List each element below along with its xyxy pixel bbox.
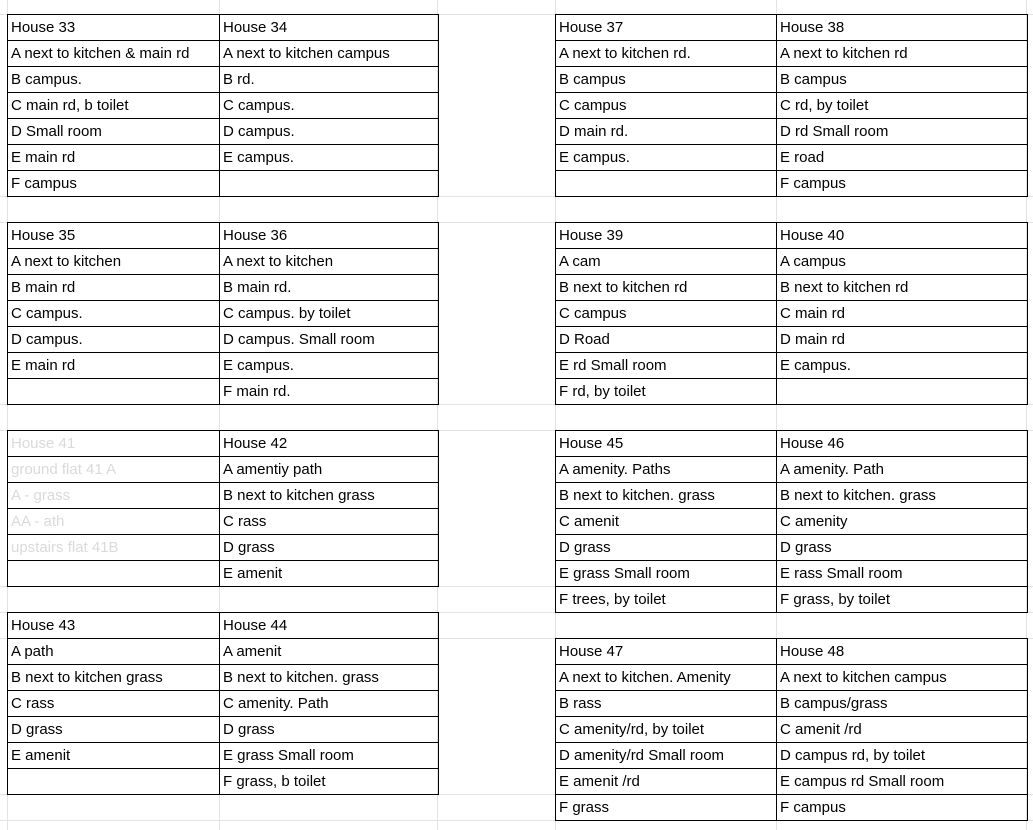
cell[interactable]: C amenity/rd, by toilet: [556, 717, 777, 743]
cell[interactable]: C rd, by toilet: [777, 93, 1028, 119]
cell[interactable]: E campus.: [556, 145, 777, 171]
cell[interactable]: House 39: [556, 223, 777, 249]
cell[interactable]: F main rd.: [220, 379, 439, 405]
cell[interactable]: A next to kitchen. Amenity: [556, 665, 777, 691]
house-table: [555, 14, 1028, 197]
cell[interactable]: E rd Small room: [556, 353, 777, 379]
cell[interactable]: D campus.: [220, 119, 439, 145]
table-row: [556, 119, 1028, 145]
cell[interactable]: C campus.: [8, 301, 220, 327]
cell[interactable]: B rd.: [220, 67, 439, 93]
cell[interactable]: D main rd: [777, 327, 1028, 353]
table-row: [556, 275, 1028, 301]
cell[interactable]: D main rd.: [556, 119, 777, 145]
cell[interactable]: C rass: [220, 509, 439, 535]
cell[interactable]: E campus.: [220, 145, 439, 171]
cell[interactable]: D Small room: [8, 119, 220, 145]
cell[interactable]: A next to kitchen: [8, 249, 220, 275]
house-table: [7, 222, 439, 405]
table-row: [8, 613, 439, 639]
cell[interactable]: C amenit: [556, 509, 777, 535]
cell[interactable]: F campus: [8, 171, 220, 197]
table-row: [556, 41, 1028, 67]
cell[interactable]: E grass Small room: [220, 743, 439, 769]
cell[interactable]: D Road: [556, 327, 777, 353]
table-row: [8, 379, 439, 405]
cell[interactable]: F campus: [777, 171, 1028, 197]
table-row: [556, 587, 1028, 613]
cell[interactable]: A next to kitchen campus: [220, 41, 439, 67]
cell[interactable]: A next to kitchen rd: [777, 41, 1028, 67]
cell[interactable]: D grass: [220, 535, 439, 561]
table-row: [556, 431, 1028, 457]
cell[interactable]: D grass: [220, 717, 439, 743]
table-row: [556, 327, 1028, 353]
table-row: [8, 93, 439, 119]
cell[interactable]: B campus/grass: [777, 691, 1028, 717]
house-table: [7, 14, 439, 197]
table-row: [8, 431, 439, 457]
cell[interactable]: B campus.: [8, 67, 220, 93]
cell[interactable]: B main rd: [8, 275, 220, 301]
cell[interactable]: House 35: [8, 223, 220, 249]
cell[interactable]: E amenit: [220, 561, 439, 587]
cell[interactable]: A amenity. Path: [777, 457, 1028, 483]
table-row: [8, 483, 439, 509]
table-row: [556, 769, 1028, 795]
table-row: [8, 353, 439, 379]
cell[interactable]: F grass, by toilet: [777, 587, 1028, 613]
cell[interactable]: F rd, by toilet: [556, 379, 777, 405]
house-table: [555, 222, 1028, 405]
cell[interactable]: [220, 171, 439, 197]
cell[interactable]: D campus.: [8, 327, 220, 353]
cell[interactable]: C campus: [556, 93, 777, 119]
table-row: [8, 509, 439, 535]
cell[interactable]: B next to kitchen grass: [8, 665, 220, 691]
table-row: [556, 561, 1028, 587]
cell[interactable]: F trees, by toilet: [556, 587, 777, 613]
cell[interactable]: E amenit: [8, 743, 220, 769]
cell[interactable]: D amenity/rd Small room: [556, 743, 777, 769]
cell[interactable]: C amenity. Path: [220, 691, 439, 717]
table-row: [556, 15, 1028, 41]
table-row: [556, 93, 1028, 119]
table-row: [8, 717, 439, 743]
table-row: [556, 717, 1028, 743]
house-table: [7, 430, 439, 587]
cell[interactable]: House 33: [8, 15, 220, 41]
table-row: [8, 223, 439, 249]
cell[interactable]: ground flat 41 A: [8, 457, 220, 483]
cell[interactable]: C campus.: [220, 93, 439, 119]
cell[interactable]: B next to kitchen. grass: [556, 483, 777, 509]
cell[interactable]: A next to kitchen: [220, 249, 439, 275]
table-row: [556, 639, 1028, 665]
table-row: [556, 665, 1028, 691]
cell[interactable]: D grass: [777, 535, 1028, 561]
cell[interactable]: C campus: [556, 301, 777, 327]
cell[interactable]: D grass: [556, 535, 777, 561]
cell[interactable]: B campus: [777, 67, 1028, 93]
cell[interactable]: E campus.: [220, 353, 439, 379]
table-row: [556, 301, 1028, 327]
table-row: [556, 171, 1028, 197]
table-row: [556, 795, 1028, 821]
cell[interactable]: [556, 171, 777, 197]
cell[interactable]: A cam: [556, 249, 777, 275]
cell[interactable]: E amenit /rd: [556, 769, 777, 795]
cell[interactable]: E campus.: [777, 353, 1028, 379]
cell[interactable]: E grass Small room: [556, 561, 777, 587]
cell[interactable]: House 40: [777, 223, 1028, 249]
cell[interactable]: B next to kitchen rd: [556, 275, 777, 301]
table-row: [556, 743, 1028, 769]
cell[interactable]: C amenit /rd: [777, 717, 1028, 743]
table-row: [8, 769, 439, 795]
table-row: [556, 223, 1028, 249]
cell[interactable]: House 43: [8, 613, 220, 639]
table-row: [556, 379, 1028, 405]
table-row: [556, 67, 1028, 93]
table-row: [556, 353, 1028, 379]
cell[interactable]: House 47: [556, 639, 777, 665]
cell[interactable]: B rass: [556, 691, 777, 717]
cell[interactable]: upstairs flat 41B: [8, 535, 220, 561]
cell[interactable]: House 48: [777, 639, 1028, 665]
cell[interactable]: [8, 769, 220, 795]
table-row: [8, 535, 439, 561]
cell[interactable]: A next to kitchen campus: [777, 665, 1028, 691]
table-row: [556, 483, 1028, 509]
table-row: [8, 41, 439, 67]
cell[interactable]: B campus: [556, 67, 777, 93]
cell[interactable]: House 41: [8, 431, 220, 457]
table-row: [556, 145, 1028, 171]
cell[interactable]: E campus rd Small room: [777, 769, 1028, 795]
cell[interactable]: E main rd: [8, 353, 220, 379]
table-row: [556, 535, 1028, 561]
table-row: [8, 145, 439, 171]
cell[interactable]: C amenity: [777, 509, 1028, 535]
table-row: [8, 301, 439, 327]
cell[interactable]: A amenit: [220, 639, 439, 665]
house-table: [7, 612, 439, 795]
cell[interactable]: F grass: [556, 795, 777, 821]
cell[interactable]: A path: [8, 639, 220, 665]
house-table: [555, 430, 1028, 613]
table-row: [8, 691, 439, 717]
table-row: [8, 639, 439, 665]
table-row: [556, 249, 1028, 275]
table-row: [8, 561, 439, 587]
cell[interactable]: E main rd: [8, 145, 220, 171]
table-row: [556, 691, 1028, 717]
cell[interactable]: A amentiy path: [220, 457, 439, 483]
table-row: [8, 743, 439, 769]
cell[interactable]: House 34: [220, 15, 439, 41]
cell[interactable]: B next to kitchen grass: [220, 483, 439, 509]
cell[interactable]: D grass: [8, 717, 220, 743]
cell[interactable]: House 44: [220, 613, 439, 639]
table-row: [8, 327, 439, 353]
cell[interactable]: F grass, b toilet: [220, 769, 439, 795]
cell[interactable]: A next to kitchen rd.: [556, 41, 777, 67]
table-row: [8, 119, 439, 145]
cell[interactable]: House 36: [220, 223, 439, 249]
table-row: [8, 249, 439, 275]
table-row: [8, 457, 439, 483]
cell[interactable]: House 38: [777, 15, 1028, 41]
cell[interactable]: House 37: [556, 15, 777, 41]
cell[interactable]: House 46: [777, 431, 1028, 457]
cell[interactable]: D campus rd, by toilet: [777, 743, 1028, 769]
cell[interactable]: C main rd, b toilet: [8, 93, 220, 119]
table-row: [8, 15, 439, 41]
cell[interactable]: D campus. Small room: [220, 327, 439, 353]
cell[interactable]: A next to kitchen & main rd: [8, 41, 220, 67]
cell[interactable]: A - grass: [8, 483, 220, 509]
cell[interactable]: [8, 379, 220, 405]
cell[interactable]: D rd Small room: [777, 119, 1028, 145]
cell[interactable]: House 42: [220, 431, 439, 457]
cell[interactable]: [8, 561, 220, 587]
cell[interactable]: F campus: [777, 795, 1028, 821]
cell[interactable]: House 45: [556, 431, 777, 457]
cell[interactable]: E rass Small room: [777, 561, 1028, 587]
house-table: [555, 638, 1028, 821]
cell[interactable]: C campus. by toilet: [220, 301, 439, 327]
table-row: [8, 67, 439, 93]
cell[interactable]: A campus: [777, 249, 1028, 275]
cell[interactable]: B next to kitchen. grass: [777, 483, 1028, 509]
cell[interactable]: B next to kitchen rd: [777, 275, 1028, 301]
cell[interactable]: B main rd.: [220, 275, 439, 301]
table-row: [8, 171, 439, 197]
cell[interactable]: B next to kitchen. grass: [220, 665, 439, 691]
table-row: [556, 457, 1028, 483]
cell[interactable]: E road: [777, 145, 1028, 171]
table-row: [8, 665, 439, 691]
cell[interactable]: [777, 379, 1028, 405]
cell[interactable]: AA - ath: [8, 509, 220, 535]
cell[interactable]: A amenity. Paths: [556, 457, 777, 483]
table-row: [556, 509, 1028, 535]
table-row: [8, 275, 439, 301]
cell[interactable]: C rass: [8, 691, 220, 717]
cell[interactable]: C main rd: [777, 301, 1028, 327]
